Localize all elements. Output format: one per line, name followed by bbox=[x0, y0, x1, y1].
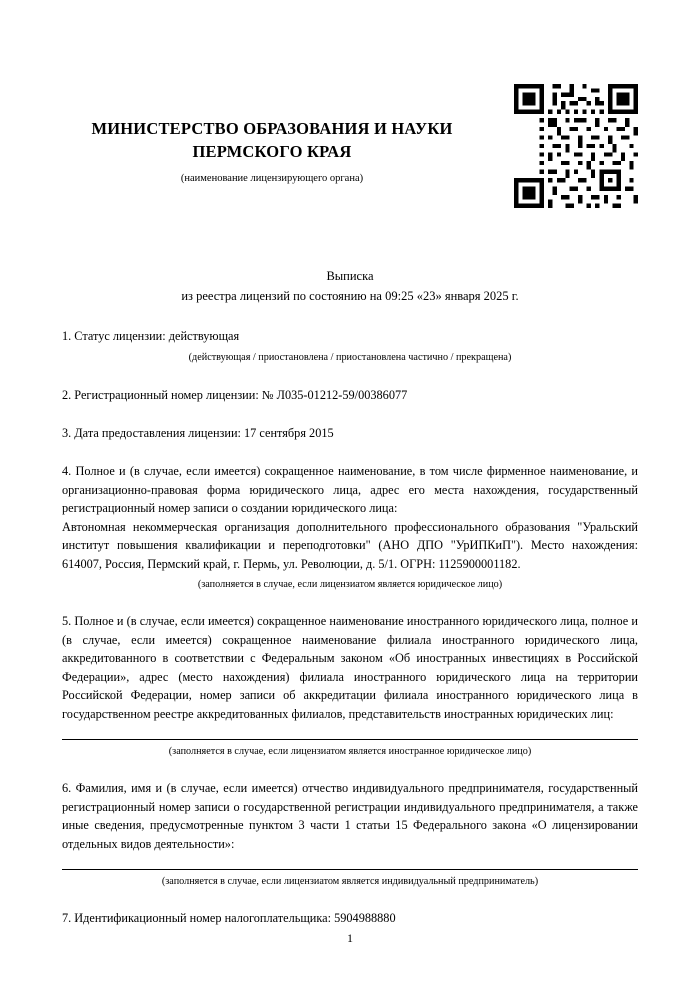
section-license-date-text: 3. Дата предоставления лицензии: 17 сентября 2015 bbox=[62, 425, 334, 440]
section-inn bbox=[62, 909, 638, 927]
section-individual-entrepreneur-text: 6. Фамилия, имя и (в случае, если имеется) отчество индивидуального предпринимателя, государственный регистрационный номер записи о государственной регистрации индивидуального предпринимателя, а также иные сведения, предусмотренные пунктом 3 части 1 статьи 15 Федерального закона «О лицензировании отдельных видов деятельности»: bbox=[62, 781, 638, 851]
section-license-number bbox=[62, 386, 638, 404]
section-status-text: 1. Статус лицензии: действующая bbox=[62, 328, 240, 343]
section-foreign-entity-fill-line bbox=[62, 739, 638, 740]
section-license-date bbox=[62, 424, 638, 442]
page-title: МИНИСТЕРСТВО ОБРАЗОВАНИЯ И НАУКИ ПЕРМСКОГО КРАЯ bbox=[91, 119, 453, 161]
page-subtitle: (наименование лицензирующего органа) bbox=[180, 172, 364, 184]
section-legal-entity-text: 4. Полное и (в случае, если имеется) сокращенное наименование, в том числе фирменное наименование, и организационно-правовая форма юридического лица, адрес его места нахождения, государственный регистрационный номер записи о создании юридического лица: bbox=[62, 464, 638, 516]
document-kind-line1: Выписка bbox=[326, 268, 374, 283]
section-individual-entrepreneur bbox=[62, 779, 638, 889]
page-number: 1 bbox=[347, 931, 353, 945]
section-legal-entity-value: Автономная некоммерческая организация дополнительного профессионального образования "Уральский институт повышения квалификации и переподготовки" (АНО ДПО "УрИПКиП"). Место нахождения: 614007, Россия, Пермский край, г. Пермь, ул. Революции, д. 5/1. ОГРН: 1125900001182. bbox=[62, 519, 638, 571]
document-kind-line2: из реестра лицензий по состоянию на 09:25 «23» января 2025 г. bbox=[181, 289, 519, 304]
section-foreign-entity-note: (заполняется в случае, если лицензиатом является иностранное юридическое лицо) bbox=[168, 745, 532, 757]
section-legal-entity-note: (заполняется в случае, если лицензиатом является юридическое лицо) bbox=[197, 579, 503, 591]
section-individual-entrepreneur-note: (заполняется в случае, если лицензиатом является индивидуальный предприниматель) bbox=[161, 875, 539, 887]
section-status bbox=[62, 327, 638, 366]
document-header bbox=[62, 0, 482, 184]
section-license-number-text: 2. Регистрационный номер лицензии: № Л035-01212-59/00386077 bbox=[62, 387, 408, 402]
document-kind bbox=[62, 266, 638, 307]
section-inn-text: 7. Идентификационный номер налогоплательщика: 5904988880 bbox=[62, 911, 396, 926]
section-foreign-entity bbox=[62, 612, 638, 759]
qr-code-icon bbox=[514, 84, 638, 208]
section-status-note: (действующая / приостановлена / приостановлена частично / прекращена) bbox=[188, 352, 512, 364]
section-foreign-entity-text: 5. Полное и (в случае, если имеется) сокращенное наименование иностранного юридического лица, полное и (в случае, если имеется) сокращенное наименование филиала иностранного юридического лица, аккредитованного в соответствии с Федеральным законом «Об иностранных инвестициях в Российской Федерации», адрес (место нахождения) филиала иностранного юридического лица на территории Российской Федерации, номер записи об аккредитации филиала иностранного юридического лица в государственном реестре аккредитованных филиалов, представительств иностранных юридических лиц: bbox=[62, 614, 638, 721]
section-legal-entity bbox=[62, 462, 638, 592]
section-individual-entrepreneur-fill-line bbox=[62, 869, 638, 870]
